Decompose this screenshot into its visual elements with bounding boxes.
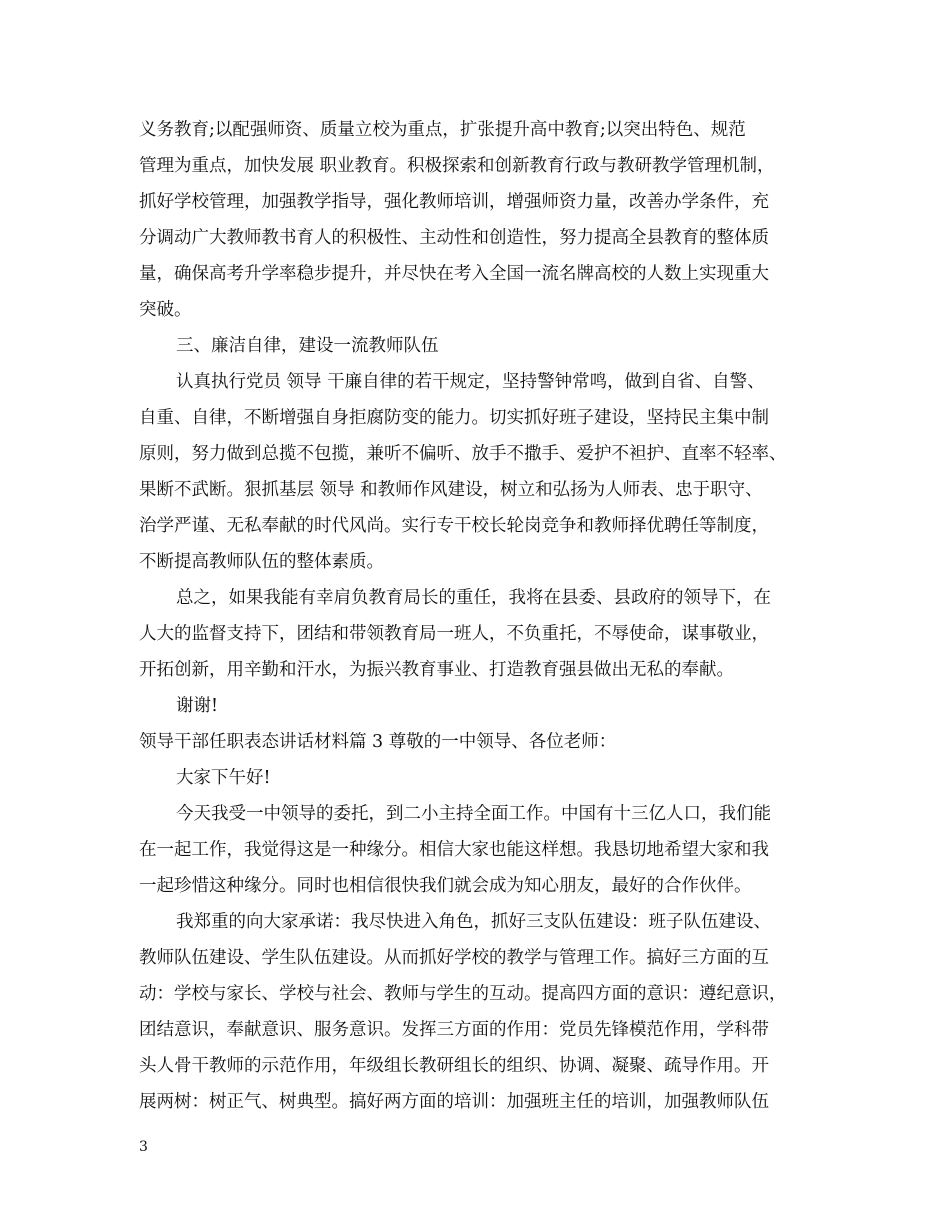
body-text-line: 总之，如果我能有幸肩负教育局长的重任，我将在县委、县政府的领导下，在 <box>176 588 771 608</box>
body-text-line: 团结意识，奉献意识、服务意识。发挥三方面的作用：党员先锋模范作用，学科带 <box>139 1020 769 1040</box>
article-title-line: 领导干部任职表态讲话材料篇 3 尊敬的一中领导、各位老师： <box>139 732 617 752</box>
body-text-line: 突破。 <box>139 300 192 320</box>
body-text-line: 分调动广大教师教书育人的积极性、主动性和创造性，努力提高全县教育的整体质 <box>139 228 769 248</box>
body-text-line: 自重、自律，不断增强自身拒腐防变的能力。切实抓好班子建设，坚持民主集中制 <box>139 408 769 428</box>
page-number: 3 <box>139 1139 148 1155</box>
body-text-line: 今天我受一中领导的委托，到二小主持全面工作。中国有十三亿人口，我们能 <box>176 804 771 824</box>
body-text-line: 原则，努力做到总揽不包揽，兼听不偏听、放手不撒手、爱护不袒护、直率不轻率、 <box>139 444 787 464</box>
body-text-line: 量，确保高考升学率稳步提升，并尽快在考入全国一流名牌高校的人数上实现重大 <box>139 264 769 284</box>
body-text-line: 管理为重点，加快发展 职业教育。积极探索和创新教育行政与教研教学管理机制， <box>139 156 775 176</box>
body-text-line: 谢谢! <box>176 696 219 716</box>
body-text-line: 果断不武断。狠抓基层 领导 和教师作风建设，树立和弘扬为人师表、忠于职守、 <box>139 480 763 500</box>
body-text-line: 动：学校与家长、学校与社会、教师与学生的互动。提高四方面的意识：遵纪意识， <box>139 984 787 1004</box>
body-text-line: 开拓创新，用辛勤和汗水，为振兴教育事业、打造教育强县做出无私的奉献。 <box>139 660 734 680</box>
body-text-line: 人大的监督支持下，团结和带领教育局一班人，不负重托，不辱使命，谋事敬业， <box>139 624 769 644</box>
body-text-line: 治学严谨、无私奉献的时代风尚。实行专干校长轮岗竞争和教师择优聘任等制度， <box>139 516 769 536</box>
body-text-line: 不断提高教师队伍的整体素质。 <box>139 552 384 572</box>
body-text-line: 认真执行党员 领导 干廉自律的若干规定，坚持警钟常鸣，做到自省、自警、 <box>176 372 765 392</box>
body-text-line: 一起珍惜这种缘分。同时也相信很快我们就会成为知心朋友，最好的合作伙伴。 <box>139 876 752 896</box>
body-text-line: 头人骨干教师的示范作用，年级组长教研组长的组织、协调、凝聚、疏导作用。开 <box>139 1056 769 1076</box>
section-heading: 三、廉洁自律，建设一流教师队伍 <box>176 336 439 356</box>
body-text-line: 教师队伍建设、学生队伍建设。从而抓好学校的教学与管理工作。搞好三方面的互 <box>139 948 769 968</box>
body-text-line: 义务教育;以配强师资、质量立校为重点，扩张提升高中教育;以突出特色、规范 <box>139 120 746 140</box>
body-text-line: 抓好学校管理，加强教学指导，强化教师培训，增强师资力量，改善办学条件，充 <box>139 192 769 212</box>
greeting-line: 大家下午好! <box>176 768 271 788</box>
body-text-line: 在一起工作，我觉得这是一种缘分。相信大家也能这样想。我恳切地希望大家和我 <box>139 840 769 860</box>
body-text-line: 展两树：树正气、树典型。搞好两方面的培训：加强班主任的培训，加强教师队伍 <box>139 1092 769 1112</box>
body-text-line: 我郑重的向大家承诺：我尽快进入角色，抓好三支队伍建设：班子队伍建设、 <box>176 912 771 932</box>
